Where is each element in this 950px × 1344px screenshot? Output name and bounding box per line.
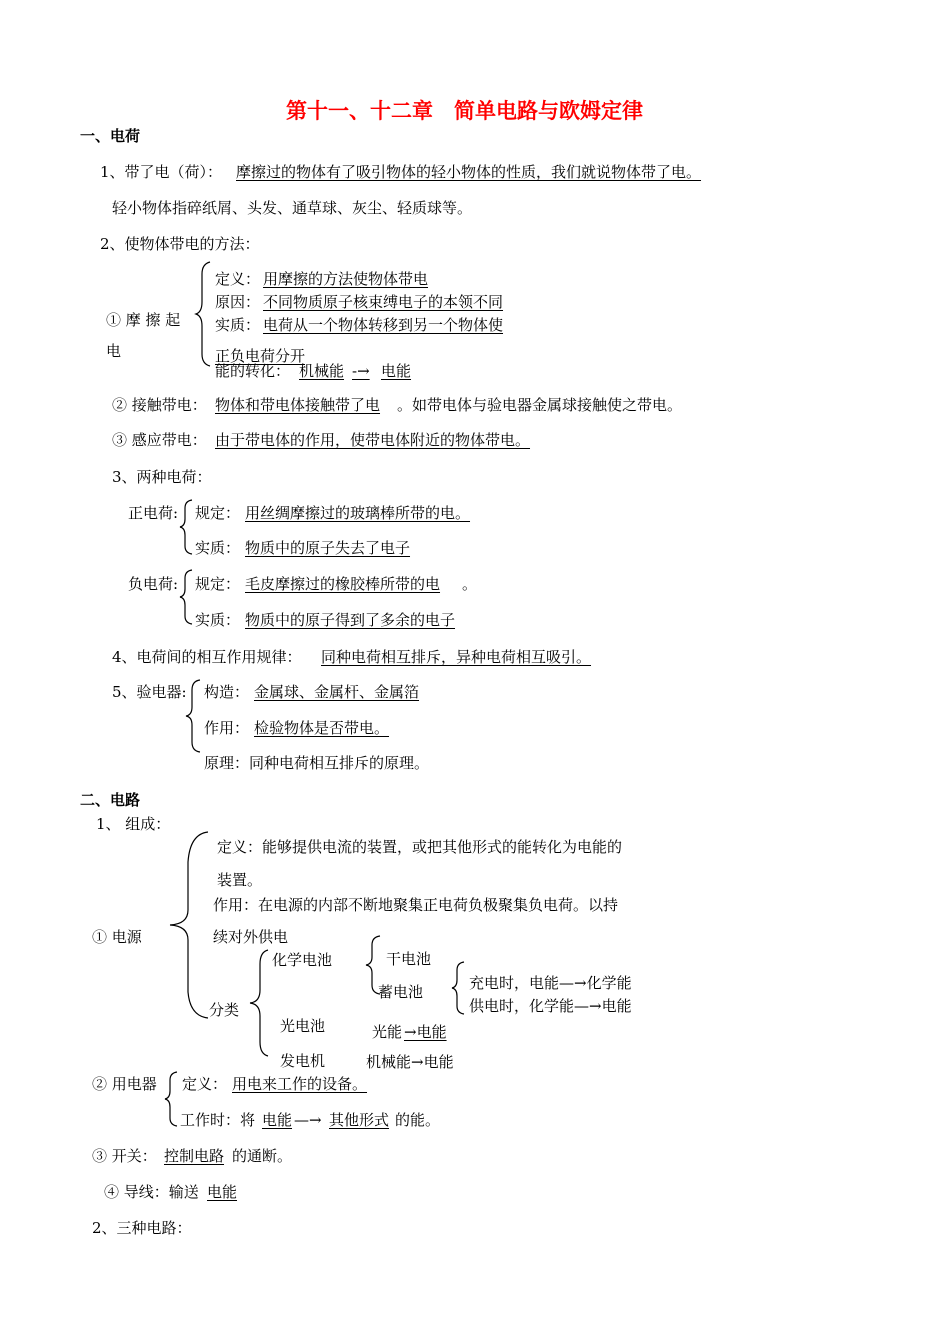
source-label: ① 电源	[92, 928, 142, 946]
appliance-brace	[165, 1072, 179, 1126]
source-brace	[170, 832, 210, 1018]
switch-rest: 的通断。	[232, 1147, 293, 1165]
photo-cell: 光电池	[280, 1017, 326, 1035]
pos-charge-label: 正电荷:	[128, 504, 179, 522]
use-label: 作用：	[204, 719, 250, 737]
struct-label: 构造：	[204, 683, 250, 701]
neg-rule-end: 。	[462, 575, 478, 593]
neg-rule-label: 规定：	[195, 575, 241, 593]
pos-rule-label: 规定：	[195, 504, 241, 522]
friction-energy-arrow: -→	[352, 362, 370, 380]
appliance-work-c: —→	[294, 1111, 322, 1129]
appliance-work-a: 工作时：将	[180, 1111, 256, 1129]
friction-essence-label: 实质：	[215, 316, 261, 334]
supply-text: 供电时，化学能—→电能	[469, 997, 632, 1015]
wire-text: 电能	[207, 1183, 238, 1201]
appliance-work-d: 其他形式	[329, 1111, 390, 1129]
generator-energy: 机械能→电能	[366, 1053, 454, 1071]
p1-note: 轻小物体指碎纸屑、头发、通草球、灰尘、轻质球等。	[112, 199, 473, 217]
source-def-line2: 装置。	[217, 871, 263, 889]
p5-label: 5、验电器:	[112, 683, 187, 701]
friction-def-label: 定义：	[215, 270, 261, 288]
pos-charge-brace	[180, 500, 194, 554]
charge-text: 充电时，电能—→化学能	[469, 974, 632, 992]
classify-label: 分类	[209, 1001, 240, 1019]
friction-label-a: ① 摩 擦 起	[106, 311, 181, 329]
neg-rule-text: 毛皮摩擦过的橡胶棒所带的电	[245, 575, 441, 593]
p4-text: 同种电荷相互排斥，异种电荷相互吸引。	[321, 648, 592, 666]
three-circuits-label: 2、三种电路：	[92, 1219, 192, 1237]
appliance-label: ② 用电器	[92, 1075, 157, 1093]
appliance-work-b: 电能	[262, 1111, 293, 1129]
struct-text: 金属球、金属杆、金属箔	[254, 683, 420, 701]
storage-battery: 蓄电池	[378, 983, 424, 1001]
classify-brace	[250, 950, 270, 1056]
chem-battery: 化学电池	[272, 951, 333, 969]
page-title: 第十一、十二章 简单电路与欧姆定律	[286, 99, 643, 123]
induction-label: ③ 感应带电：	[112, 431, 207, 449]
appliance-def-label: 定义：	[182, 1075, 228, 1093]
friction-brace	[196, 262, 214, 366]
source-use-line2: 续对外供电	[213, 928, 289, 946]
contact-rest: 。如带电体与验电器金属球接触使之带电。	[397, 396, 683, 414]
principle-text: 原理：同种电荷相互排斥的原理。	[204, 754, 430, 772]
appliance-work-e: 的能。	[395, 1111, 441, 1129]
induction-text: 由于带电体的作用，使带电体附近的物体带电。	[215, 431, 531, 449]
p4-label: 4、电荷间的相互作用规律：	[112, 648, 302, 666]
neg-essence-text: 物质中的原子得到了多余的电子	[245, 611, 456, 629]
contact-label: ② 接触带电：	[112, 396, 207, 414]
friction-energy-b: 电能	[381, 362, 412, 380]
friction-energy-label: 能的转化：	[215, 362, 291, 380]
friction-essence-text2: 正负电荷分开	[215, 347, 306, 365]
section-heading-circuit: 二、电路	[80, 791, 141, 809]
friction-def-text: 用摩擦的方法使物体带电	[263, 270, 429, 288]
neg-charge-label: 负电荷:	[128, 575, 179, 593]
appliance-def-text: 用电来工作的设备。	[232, 1075, 368, 1093]
dry-battery: 干电池	[386, 950, 432, 968]
pos-rule-text: 用丝绸摩擦过的玻璃棒所带的电。	[245, 504, 471, 522]
photo-energy-b: →电能	[404, 1023, 447, 1041]
section-heading-charge: 一、电荷	[80, 127, 141, 145]
p2-label: 2、使物体带电的方法：	[100, 235, 260, 253]
p1-label: 1、带了电（荷）：	[100, 163, 223, 181]
pos-essence-label: 实质：	[195, 539, 241, 557]
source-def-line1: 定义：能够提供电流的装置，或把其他形式的能转化为电能的	[217, 838, 623, 856]
composition-label: 1、 组成：	[96, 815, 171, 833]
neg-essence-label: 实质：	[195, 611, 241, 629]
switch-text: 控制电路	[164, 1147, 225, 1165]
p3-label: 3、两种电荷：	[112, 468, 212, 486]
photo-energy-a: 光能	[372, 1023, 403, 1041]
electroscope-brace	[186, 680, 202, 752]
wire-label: ④ 导线：输送	[104, 1183, 199, 1201]
switch-label: ③ 开关：	[92, 1147, 157, 1165]
pos-essence-text: 物质中的原子失去了电子	[245, 539, 411, 557]
neg-charge-brace	[180, 570, 194, 624]
friction-label-b: 电	[106, 342, 122, 360]
use-text: 检验物体是否带电。	[254, 719, 390, 737]
friction-cause-text: 不同物质原子核束缚电子的本领不同	[263, 293, 504, 311]
friction-energy-a: 机械能	[299, 362, 345, 380]
p1-text: 摩擦过的物体有了吸引物体的轻小物体的性质，我们就说物体带了电。	[236, 163, 702, 181]
contact-text: 物体和带电体接触带了电	[215, 396, 381, 414]
generator: 发电机	[280, 1052, 326, 1070]
friction-cause-label: 原因：	[215, 293, 261, 311]
storage-brace	[452, 962, 466, 1014]
friction-essence-text: 电荷从一个物体转移到另一个物体使	[263, 316, 504, 334]
source-use-line1: 作用：在电源的内部不断地聚集正电荷负极聚集负电荷。以持	[213, 896, 619, 914]
